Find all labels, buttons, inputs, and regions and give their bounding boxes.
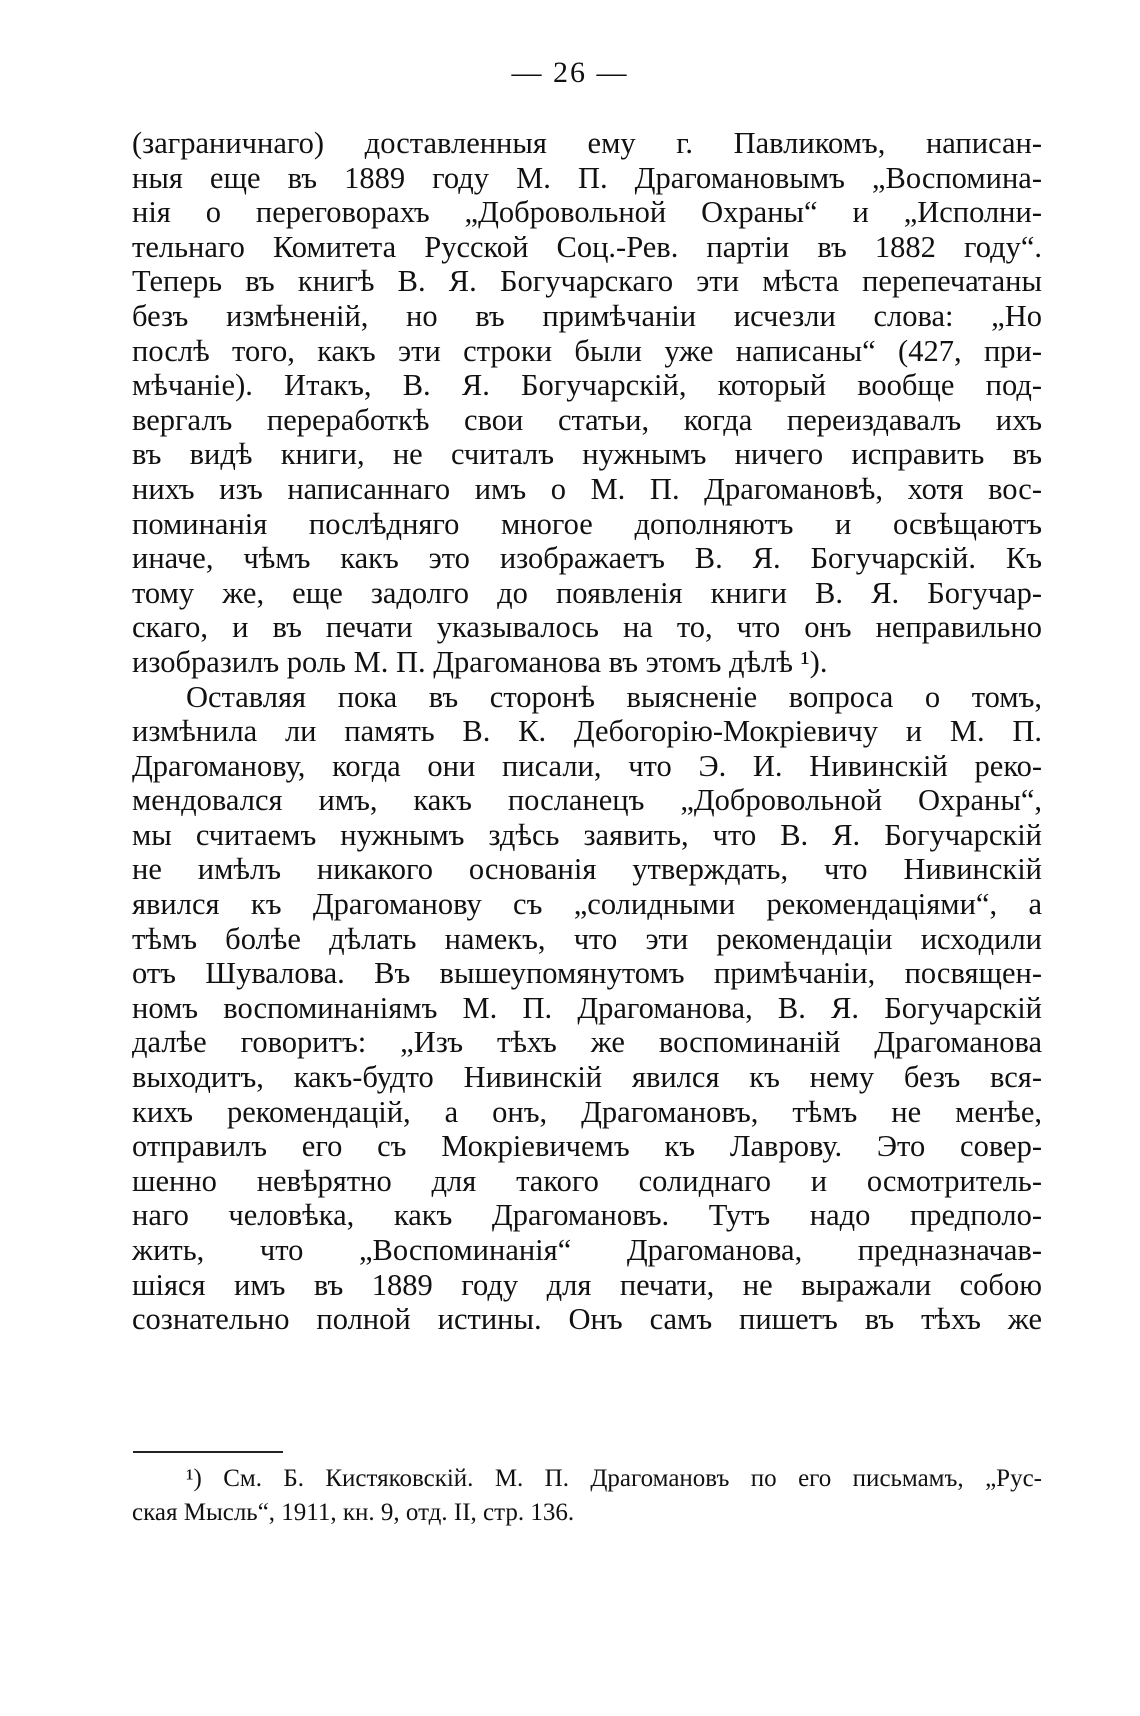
paragraph-start-line: Оставляя пока въ сторонѣ выясненіе вопроса о томъ, [186,679,1042,714]
text-line: тельнаго Комитета Русской Соц.-Рев. партіи въ 1882 году“. [132,229,1042,264]
text-line: мѣчаніе). Итакъ, В. Я. Богучарскій, который вообще под- [132,368,1042,403]
text-line: наго человѣка, какъ Драгомановъ. Тутъ надо предполо- [132,1198,1042,1233]
body-text [132,126,1042,1337]
text-line: ныя еще въ 1889 году М. П. Драгомановымъ „Воспомина- [132,160,1042,195]
text-line: (заграничнаго) доставленныя ему г. Павликомъ, написан- [132,126,1042,160]
text-line: шіяся имъ въ 1889 году для печати, не выражали собою [132,1267,1042,1302]
text-line: Драгоманову, когда они писали, что Э. И. Нивинскій реко- [132,748,1042,783]
text-line: явился къ Драгоманову съ „солидными рекомендаціями“, а [132,887,1042,922]
text-line: выходитъ, какъ-будто Нивинскій явился къ нему безъ вся- [132,1060,1042,1095]
text-line: мы считаемъ нужнымъ здѣсь заявить, что В. Я. Богучарскій [132,817,1042,852]
text-line: шенно невѣрятно для такого солиднаго и осмотритель- [132,1163,1042,1198]
text-line: поминанія послѣдняго многое дополняютъ и освѣщаютъ [132,506,1042,541]
text-line: далѣе говоритъ: „Изъ тѣхъ же воспоминаній Драгоманова [132,1025,1042,1060]
text-line: въ видѣ книги, не считалъ нужнымъ ничего исправить въ [132,437,1042,472]
footnote-divider [133,1451,283,1453]
text-line: номъ воспоминаніямъ М. П. Драгоманова, В. Я. Богучарскій [132,990,1042,1025]
text-line: измѣнила ли память В. К. Дебогорію-Мокріевичу и М. П. [132,714,1042,749]
paragraph-end-line: изобразилъ роль М. П. Драгоманова въ этомъ дѣлѣ ¹). [132,644,828,679]
text-line: нихъ изъ написаннаго имъ о М. П. Драгомановѣ, хотя вос- [132,471,1042,506]
text-line: отъ Шувалова. Въ вышеупомянутомъ примѣчаніи, посвящен- [132,956,1042,991]
text-line: послѣ того, какъ эти строки были уже написаны“ (427, при- [132,333,1042,368]
text-line: сознательно полной истины. Онъ самъ пишетъ въ тѣхъ же [132,1302,1042,1337]
text-line: кихъ рекомендацій, а онъ, Драгомановъ, тѣмъ не менѣе, [132,1094,1042,1129]
text-line: тѣмъ болѣе дѣлать намекъ, что эти рекомендаціи исходили [132,921,1042,956]
text-line: мендовался имъ, какъ посланецъ „Добровольной Охраны“, [132,783,1042,818]
text-line: скаго, и въ печати указывалось на то, что онъ неправильно [132,610,1042,645]
page-number: — 26 — [511,56,629,89]
text-line: вергалъ переработкѣ свои статьи, когда переиздавалъ ихъ [132,402,1042,437]
footnote-line: ¹) См. Б. Кистяковскій. М. П. Драгомановъ по его письмамъ, „Рус- [186,1465,1042,1492]
text-line: отправилъ его съ Мокріевичемъ къ Лаврову. Это совер- [132,1129,1042,1164]
text-line: безъ измѣненій, но въ примѣчаніи исчезли слова: „Но [132,298,1042,333]
text-line: тому же, еще задолго до появленія книги В. Я. Богучар- [132,575,1042,610]
text-line: нія о переговорахъ „Добровольной Охраны“ и „Исполни- [132,195,1042,230]
footnotes [132,1462,1042,1530]
text-line: Теперь въ книгѣ В. Я. Богучарскаго эти мѣста перепечатаны [132,264,1042,299]
text-line: не имѣлъ никакого основанія утверждать, что Нивинскій [132,852,1042,887]
footnote-line: ская Мысль“, 1911, кн. 9, отд. II, стр. 136. [132,1499,575,1526]
text-line: жить, что „Воспоминанія“ Драгоманова, предназначав- [132,1233,1042,1267]
text-line: иначе, чѣмъ какъ это изображаетъ В. Я. Богучарскій. Къ [132,541,1042,576]
